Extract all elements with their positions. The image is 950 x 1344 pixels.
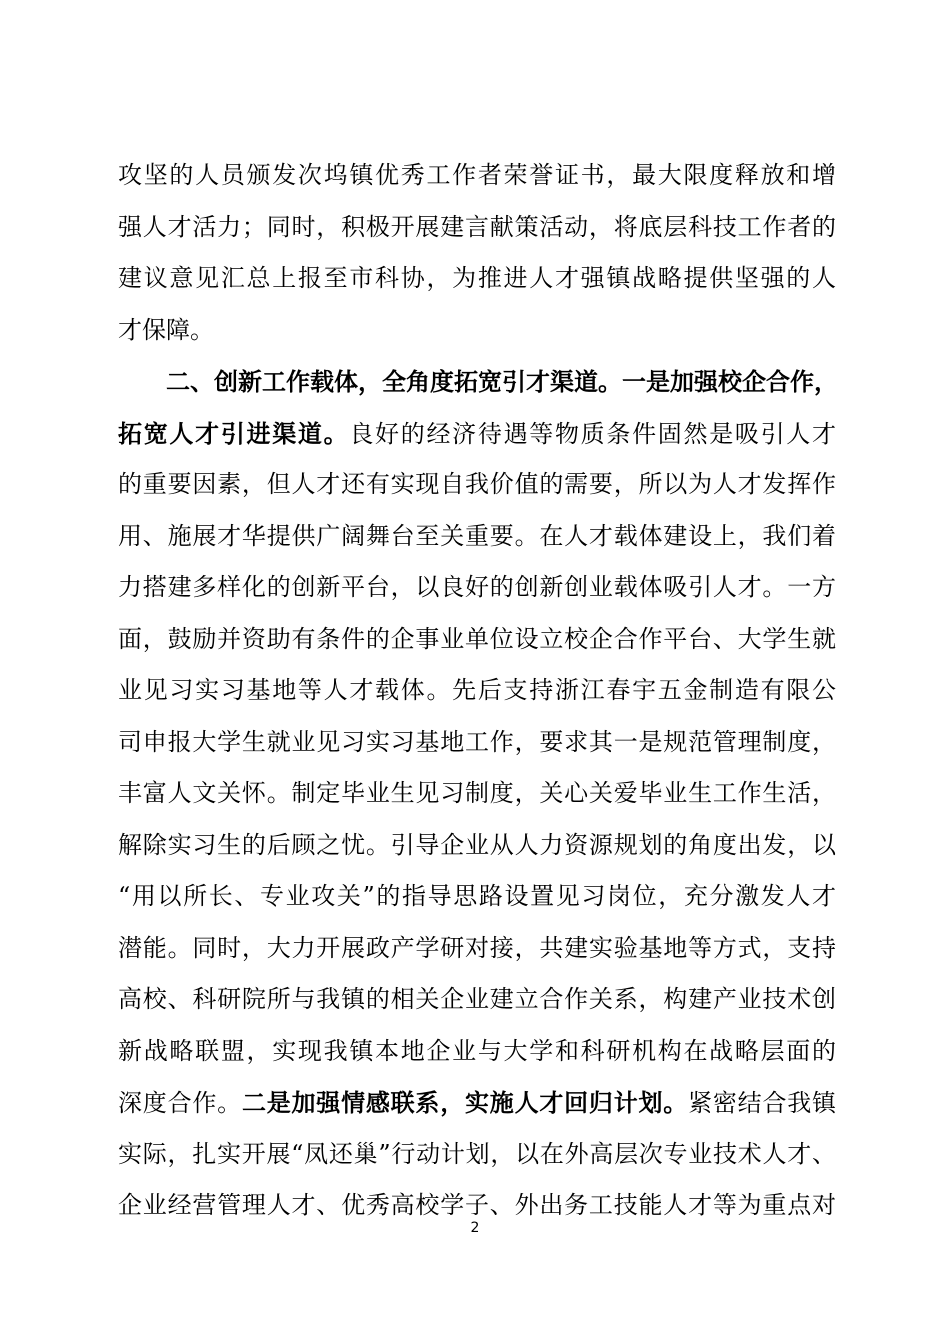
text-segment: 解除实习生的后顾之忧。引导企业从人力资源规划的角度出发，以 xyxy=(118,830,836,859)
text-line xyxy=(118,253,836,305)
text-segment: 的重要因素，但人才还有实现自我价值的需要，所以为人才发挥作 xyxy=(118,470,836,498)
text-line xyxy=(118,150,836,202)
text-line xyxy=(118,614,836,666)
text-line xyxy=(118,871,836,923)
text-segment: 用、施展才华提供广阔舞台至关重要。在人才载体建设上，我们着 xyxy=(118,521,836,550)
text-line xyxy=(118,923,836,975)
text-segment: 建议意见汇总上报至市科协，为推进人才强镇战略提供坚强的人 xyxy=(118,264,836,292)
bold-text-segment: 二、创新工作载体，全角度拓宽引才渠道。一是加强校企合作， xyxy=(166,367,838,396)
text-line xyxy=(118,1077,836,1129)
text-line xyxy=(118,562,836,614)
text-segment: 丰富人文关怀。制定毕业生见习制度，关心关爱毕业生工作生活， xyxy=(118,779,836,807)
text-segment: 良好的经济待遇等物质条件固然是吸引人才 xyxy=(349,419,837,448)
text-segment: 业见习实习基地等人才载体。先后支持浙江春宇五金制造有限公 xyxy=(118,676,836,704)
text-segment: 企业经营管理人才、优秀高校学子、外出务工技能人才等为重点对 xyxy=(118,1191,836,1219)
text-segment: 力搭建多样化的创新平台，以良好的创新创业载体吸引人才。一方 xyxy=(118,573,836,601)
body-text xyxy=(118,150,836,1232)
text-line xyxy=(118,305,836,357)
text-segment: 面，鼓励并资助有条件的企事业单位设立校企合作平台、大学生就 xyxy=(118,624,836,653)
text-segment: 强人才活力；同时，积极开展建言献策活动，将底层科技工作者的 xyxy=(118,212,836,241)
text-segment: 紧密结合我镇 xyxy=(688,1089,837,1117)
text-line xyxy=(118,356,836,408)
text-line xyxy=(118,768,836,820)
bold-text-segment: 二是加强情感联系，实施人才回归计划。 xyxy=(241,1088,689,1117)
text-segment: 新战略联盟，实现我镇本地企业与大学和科研机构在战略层面的 xyxy=(118,1036,836,1065)
text-segment: 司申报大学生就业见习实习基地工作，要求其一是规范管理制度， xyxy=(118,727,836,756)
text-line xyxy=(118,820,836,872)
text-line xyxy=(118,1026,836,1078)
text-line xyxy=(118,202,836,254)
text-segment: 高校、科研院所与我镇的相关企业建立合作关系，构建产业技术创 xyxy=(118,985,836,1013)
text-line xyxy=(118,665,836,717)
text-segment: 攻坚的人员颁发次坞镇优秀工作者荣誉证书，最大限度释放和增 xyxy=(118,161,836,189)
bold-text-segment: 拓宽人才引进渠道。 xyxy=(118,418,350,448)
text-segment: “用以所长、专业攻关”的指导思路设置见习岗位，充分激发人才 xyxy=(118,882,836,910)
text-line xyxy=(118,408,836,460)
text-segment: 深度合作。 xyxy=(118,1089,242,1117)
text-segment: 潜能。同时，大力开展政产学研对接，共建实验基地等方式，支持 xyxy=(118,933,836,962)
page-number: 2 xyxy=(470,1220,480,1236)
text-segment: 实际，扎实开展“凤还巢”行动计划，以在外高层次专业技术人才、 xyxy=(118,1139,836,1168)
text-line xyxy=(118,717,836,769)
text-line xyxy=(118,511,836,563)
text-segment: 才保障。 xyxy=(118,315,214,344)
text-line xyxy=(118,459,836,511)
text-line xyxy=(118,974,836,1026)
text-line xyxy=(118,1129,836,1181)
